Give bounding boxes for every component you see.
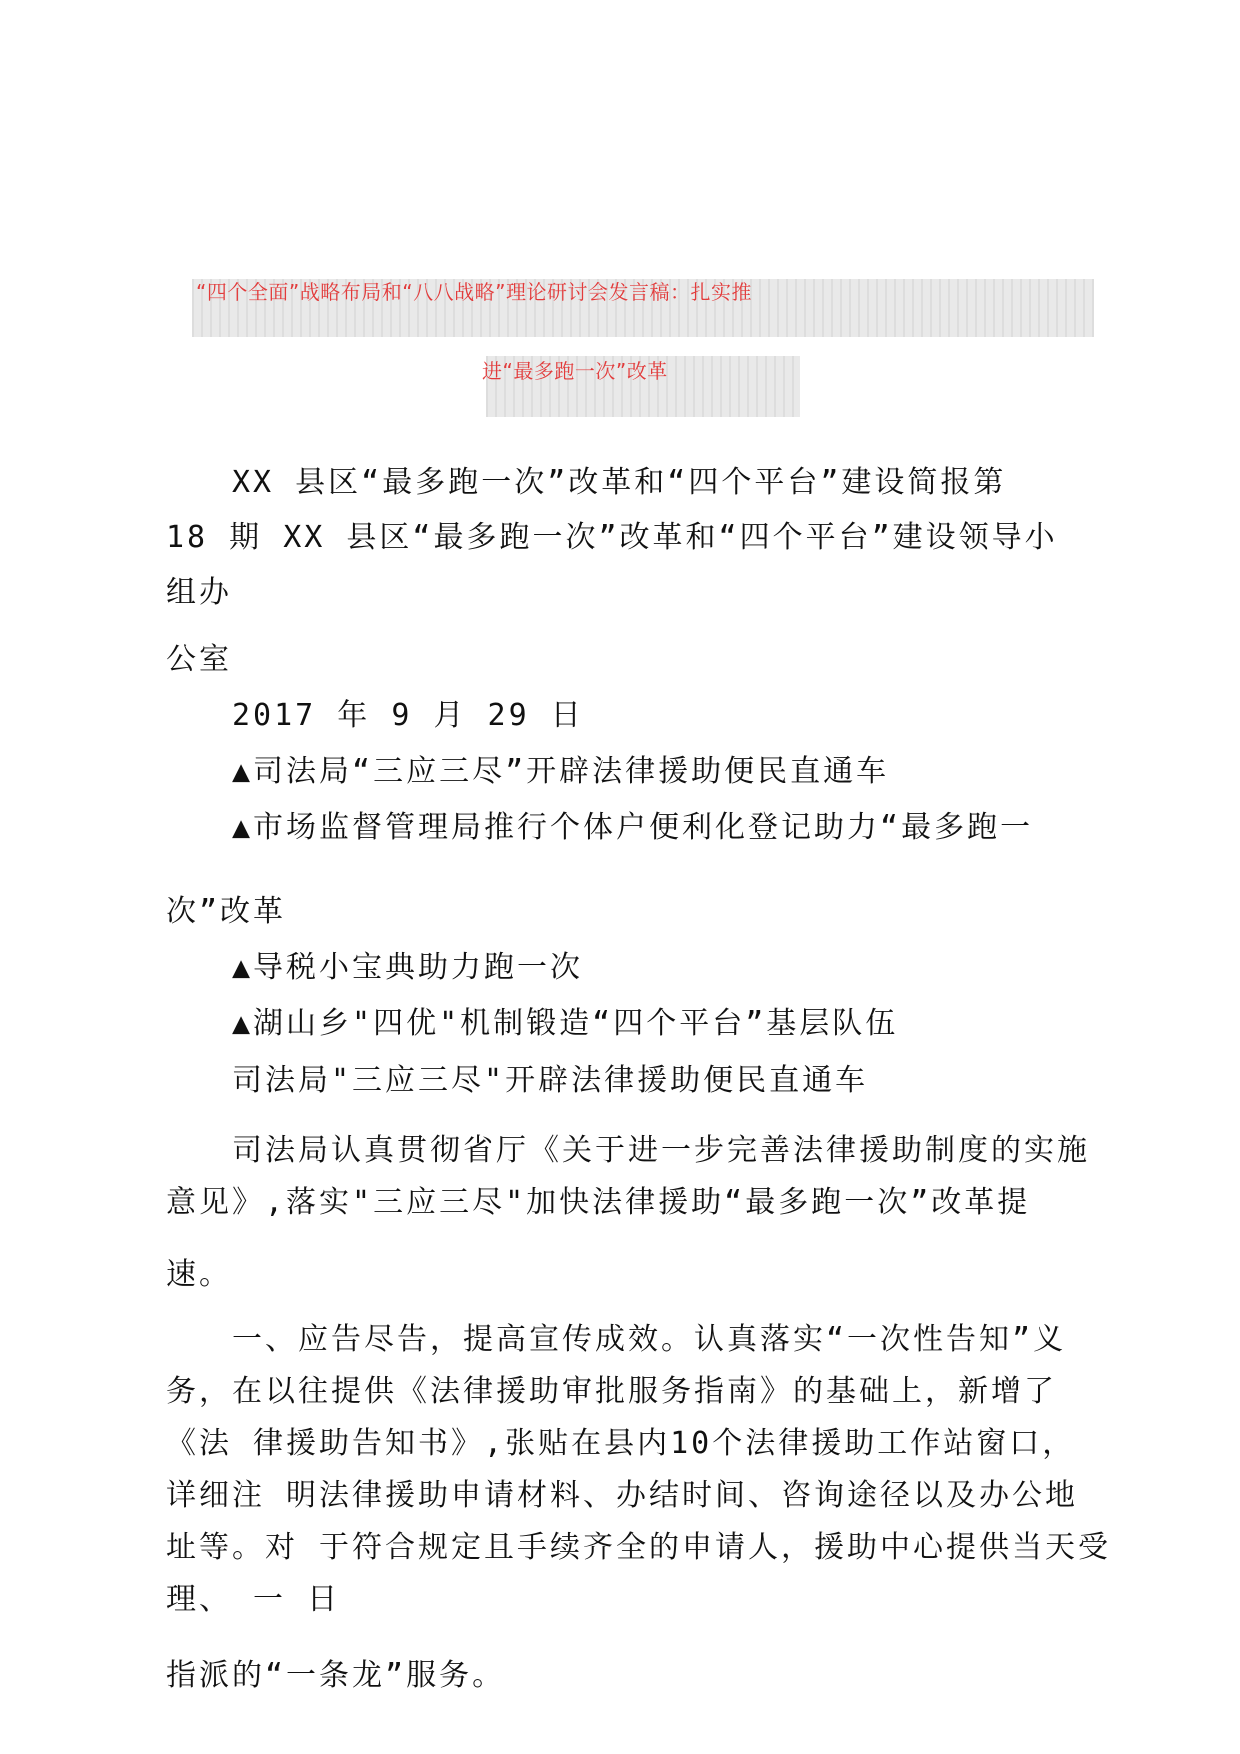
body-line: XX 县区“最多跑一次”改革和“四个平台”建设简报第 xyxy=(232,465,1007,500)
body-line: 司法局认真贯彻省厅《关于进一步完善法律援助制度的实施 xyxy=(232,1133,1090,1168)
body-line: 指派的“一条龙”服务。 xyxy=(166,1658,506,1693)
body-line: 一、应告尽告，提高宣传成效。认真落实“一次性告知”义 xyxy=(232,1322,1067,1357)
document-title-line-1: “四个全面”战略布局和“八八战略”理论研讨会发言稿：扎实推 xyxy=(196,280,752,304)
body-line: 址等。对 于符合规定且手续齐全的申请人，援助中心提供当天受 xyxy=(166,1530,1112,1565)
body-line: 次”改革 xyxy=(166,894,287,929)
date-line: 2017 年 9 月 29 日 xyxy=(232,698,584,733)
body-line: 速。 xyxy=(166,1257,232,1292)
body-line: 18 期 XX 县区“最多跑一次”改革和“四个平台”建设领导小 xyxy=(166,520,1058,555)
body-line: 《法 律援助告知书》,张贴在县内10个法律援助工作站窗口， xyxy=(166,1426,1076,1461)
body-line: 详细注 明法律援助申请材料、办结时间、咨询途径以及办公地 xyxy=(166,1478,1079,1513)
body-line: 组办 xyxy=(166,575,232,610)
section-heading: 司法局"三应三尽"开辟法律援助便民直通车 xyxy=(232,1063,869,1098)
bullet-item: ▲市场监督管理局推行个体户便利化登记助力“最多跑一 xyxy=(232,810,1034,845)
bullet-item: ▲湖山乡"四优"机制锻造“四个平台”基层队伍 xyxy=(232,1006,899,1041)
bullet-item: ▲导税小宝典助力跑一次 xyxy=(232,950,584,985)
body-line: 务，在以往提供《法律援助审批服务指南》的基础上，新增了 xyxy=(166,1374,1057,1409)
body-line: 理、 一 日 xyxy=(166,1582,341,1617)
document-title-line-2: 进“最多跑一次”改革 xyxy=(482,359,668,383)
body-line: 意见》,落实"三应三尽"加快法律援助“最多跑一次”改革提 xyxy=(166,1185,1031,1220)
body-line: 公室 xyxy=(166,642,232,677)
bullet-item: ▲司法局“三应三尽”开辟法律援助便民直通车 xyxy=(232,754,890,789)
